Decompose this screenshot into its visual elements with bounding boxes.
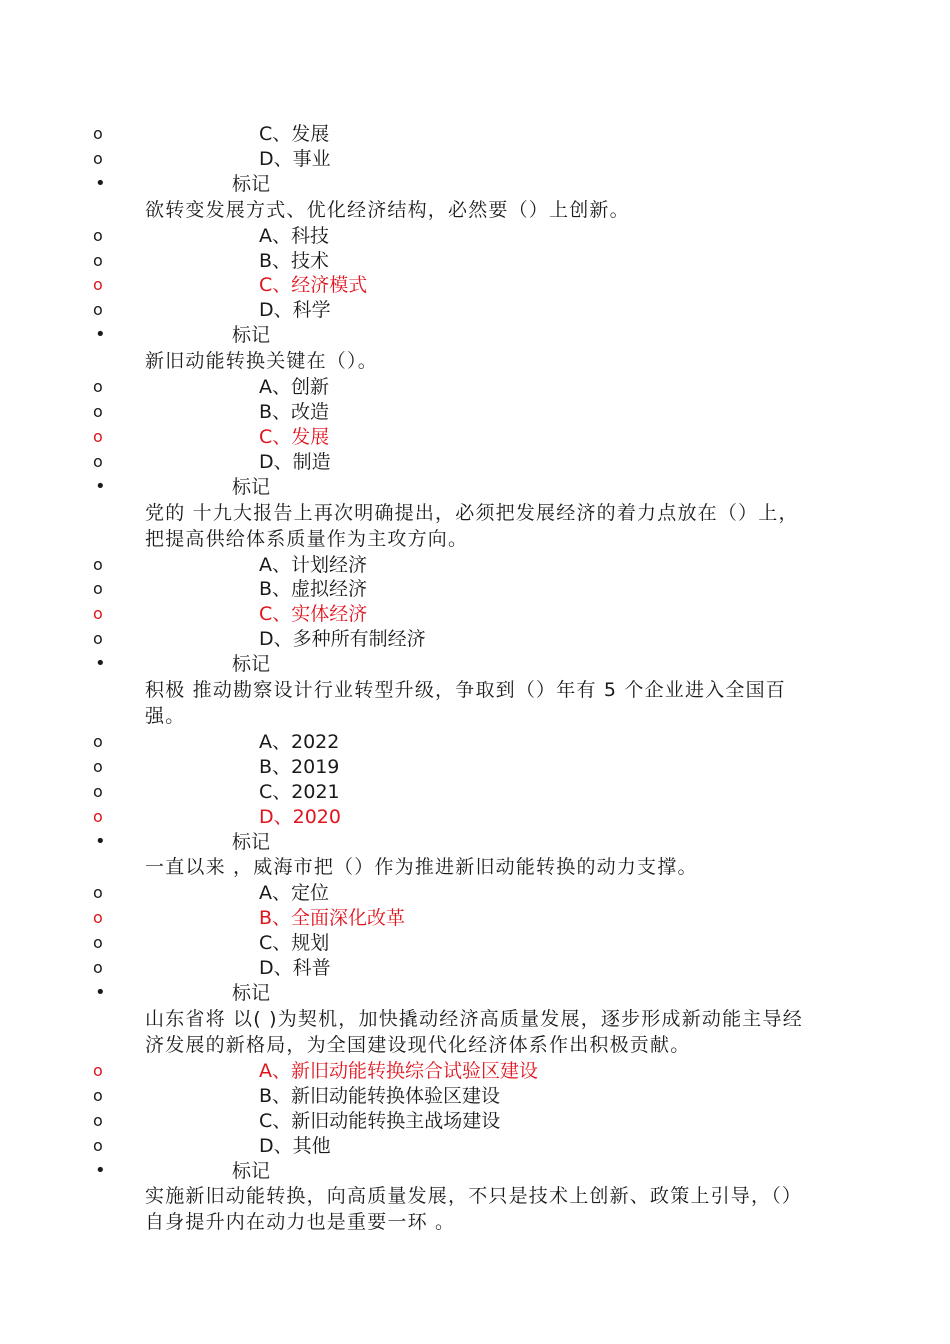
answer-option-correct[interactable] <box>0 273 950 298</box>
circle-bullet-icon: o <box>93 732 103 752</box>
circle-bullet-icon: o <box>93 1060 103 1080</box>
mark-item[interactable] <box>0 981 950 1006</box>
circle-bullet-icon: o <box>93 402 103 422</box>
question-text: 积极 推动勘察设计行业转型升级，争取到（）年有 5 个企业进入全国百强。 <box>145 679 787 728</box>
answer-option-correct[interactable] <box>0 425 950 450</box>
answer-option[interactable] <box>0 375 950 400</box>
answer-option[interactable] <box>0 627 950 652</box>
option-label: A、科技 <box>259 224 329 247</box>
answer-option-correct[interactable] <box>0 1059 950 1084</box>
option-label: C、规划 <box>259 932 330 955</box>
option-label: B、全面深化改革 <box>259 907 406 930</box>
question-list <box>0 122 950 1236</box>
circle-bullet-icon: o <box>93 579 103 599</box>
mark-label: 标记 <box>232 324 271 347</box>
circle-bullet-icon: o <box>93 806 103 826</box>
option-label: C、2021 <box>259 780 340 803</box>
circle-bullet-icon: o <box>93 554 103 574</box>
dot-bullet-icon: • <box>95 324 106 346</box>
circle-bullet-icon: o <box>93 604 103 624</box>
option-label: B、技术 <box>259 249 330 272</box>
option-label: A、计划经济 <box>259 553 367 576</box>
option-label: D、其他 <box>259 1134 331 1157</box>
option-label: A、定位 <box>259 882 329 905</box>
option-label: D、科普 <box>259 957 331 980</box>
option-label: A、2022 <box>259 731 340 754</box>
option-label: D、科学 <box>259 299 331 322</box>
question-text: 实施新旧动能转换，向高质量发展，不只是技术上创新、政策上引导，（）自身提升内在动力也是重要一环 。 <box>145 1185 803 1234</box>
option-label: B、改造 <box>259 401 330 424</box>
circle-bullet-icon: o <box>93 148 103 168</box>
option-label: B、虚拟经济 <box>259 578 368 601</box>
circle-bullet-icon: o <box>93 275 103 295</box>
option-label: C、实体经济 <box>259 603 368 626</box>
answer-option[interactable] <box>0 553 950 578</box>
mark-item[interactable] <box>0 1159 950 1184</box>
circle-bullet-icon: o <box>93 451 103 471</box>
dot-bullet-icon: • <box>95 982 106 1004</box>
option-label: C、经济模式 <box>259 274 368 297</box>
answer-option[interactable] <box>0 956 950 981</box>
answer-option[interactable] <box>0 730 950 755</box>
circle-bullet-icon: o <box>93 958 103 978</box>
circle-bullet-icon: o <box>93 225 103 245</box>
dot-bullet-icon: • <box>95 830 106 852</box>
question-text: 党的 十九大报告上再次明确提出，必须把发展经济的着力点放在（）上，把提高供给体系质量作为主攻方向。 <box>145 501 799 550</box>
circle-bullet-icon: o <box>93 629 103 649</box>
answer-option-correct[interactable] <box>0 906 950 931</box>
answer-option[interactable] <box>0 931 950 956</box>
option-label: A、创新 <box>259 376 329 399</box>
mark-item[interactable] <box>0 830 950 855</box>
option-label: C、发展 <box>259 123 330 145</box>
mark-label: 标记 <box>232 653 271 676</box>
circle-bullet-icon: o <box>93 250 103 270</box>
mark-label: 标记 <box>232 1159 271 1182</box>
option-label: B、新旧动能转换体验区建设 <box>259 1084 501 1107</box>
mark-item[interactable] <box>0 323 950 348</box>
circle-bullet-icon: o <box>93 1110 103 1130</box>
dot-bullet-icon: • <box>95 475 106 497</box>
answer-option[interactable] <box>0 450 950 475</box>
answer-option[interactable] <box>0 1109 950 1134</box>
circle-bullet-icon: o <box>93 300 103 320</box>
mark-label: 标记 <box>232 172 271 195</box>
circle-bullet-icon: o <box>93 426 103 446</box>
question-text: 山东省将 以( )为契机，加快撬动经济高质量发展，逐步形成新动能主导经济发展的新格局，为全国建设现代化经济体系作出积极贡献。 <box>145 1007 803 1056</box>
circle-bullet-icon: o <box>93 756 103 776</box>
dot-bullet-icon: • <box>95 653 106 675</box>
option-label: C、新旧动能转换主战场建设 <box>259 1109 501 1132</box>
dot-bullet-icon: • <box>95 172 106 194</box>
circle-bullet-icon: o <box>93 124 103 143</box>
option-label: D、多种所有制经济 <box>259 628 426 651</box>
circle-bullet-icon: o <box>93 377 103 397</box>
option-label: A、新旧动能转换综合试验区建设 <box>259 1059 538 1082</box>
question-text: 一直以来 ，威海市把（）作为推进新旧动能转换的动力支撑。 <box>145 856 698 879</box>
mark-label: 标记 <box>232 475 271 498</box>
circle-bullet-icon: o <box>93 1085 103 1105</box>
mark-label: 标记 <box>232 982 271 1005</box>
mark-item[interactable] <box>0 475 950 500</box>
option-label: D、2020 <box>259 805 341 828</box>
circle-bullet-icon: o <box>93 933 103 953</box>
answer-option[interactable] <box>0 577 950 602</box>
circle-bullet-icon: o <box>93 781 103 801</box>
option-label: D、事业 <box>259 147 331 170</box>
answer-option[interactable] <box>0 755 950 780</box>
circle-bullet-icon: o <box>93 908 103 928</box>
question-text: 欲转变发展方式、优化经济结构，必然要（）上创新。 <box>145 198 630 221</box>
option-label: B、2019 <box>259 755 340 778</box>
option-label: C、发展 <box>259 425 330 448</box>
answer-option[interactable] <box>0 881 950 906</box>
answer-option[interactable] <box>0 122 950 147</box>
answer-option-correct[interactable] <box>0 805 950 830</box>
answer-option[interactable] <box>0 224 950 249</box>
circle-bullet-icon: o <box>93 883 103 903</box>
answer-option[interactable] <box>0 1134 950 1159</box>
mark-item[interactable] <box>0 172 950 197</box>
answer-option[interactable] <box>0 298 950 323</box>
mark-label: 标记 <box>232 830 271 853</box>
answer-option[interactable] <box>0 400 950 425</box>
answer-option[interactable] <box>0 249 950 274</box>
mark-item[interactable] <box>0 652 950 677</box>
answer-option[interactable] <box>0 1084 950 1109</box>
circle-bullet-icon: o <box>93 1135 103 1155</box>
question-text: 新旧动能转换关键在（）。 <box>145 350 378 373</box>
answer-option[interactable] <box>0 780 950 805</box>
dot-bullet-icon: • <box>95 1159 106 1181</box>
answer-option-correct[interactable] <box>0 602 950 627</box>
option-label: D、制造 <box>259 450 331 473</box>
answer-option[interactable] <box>0 147 950 172</box>
